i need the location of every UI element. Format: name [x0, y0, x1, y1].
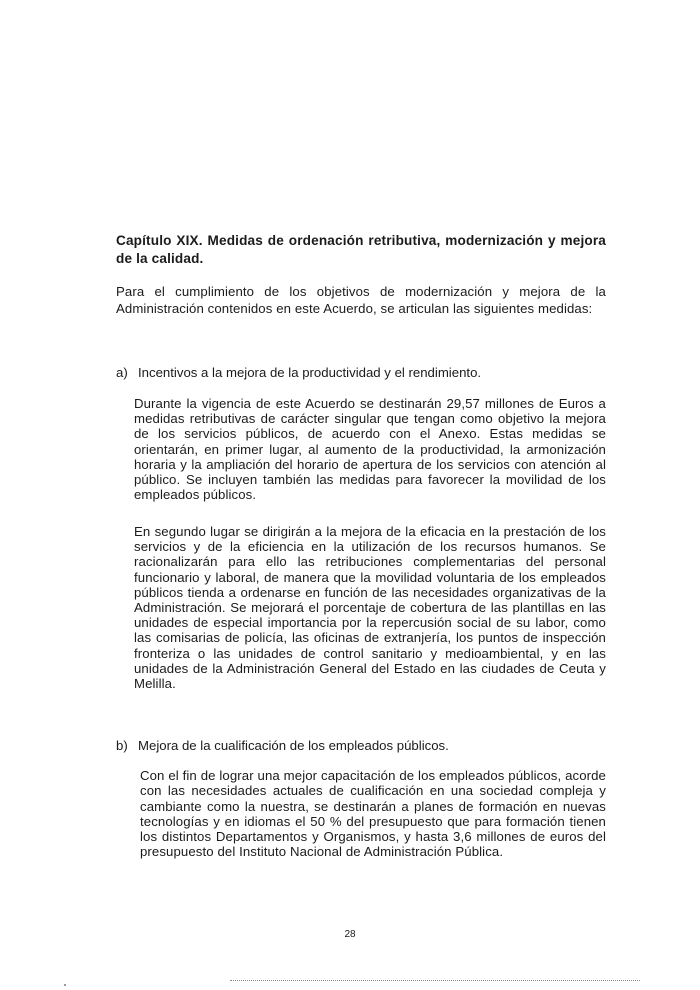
section-a-heading-text: Incentivos a la mejora de la productividad y el rendimiento. — [138, 365, 482, 380]
section-b-heading-text: Mejora de la cualificación de los empleados públicos. — [138, 738, 449, 753]
chapter-title: Capítulo XIX. Medidas de ordenación retributiva, modernización y mejora de la calidad. — [116, 233, 606, 266]
footer-scan-rule — [230, 980, 640, 981]
page-number: 28 — [344, 929, 356, 940]
section-a-heading — [116, 364, 616, 381]
section-a-paragraph-1: Durante la vigencia de este Acuerdo se destinarán 29,57 millones de Euros a medidas retributivas de carácter singular que tengan como objetivo la mejora de los servicios públicos, de acuerdo con el Anexo. Estas medidas se orientarán, en primer lugar, al aumento de la productividad, la armonización horaria y la ampliación del horario de apertura de los servicios con atención al público. Se incluyen también las medidas para favorecer la movilidad de los empleados públicos. — [134, 396, 606, 503]
section-a-paragraph-2: En segundo lugar se dirigirán a la mejora de la eficacia en la prestación de los servicios y de la eficiencia en la utilización de los recursos humanos. Se racionalizarán para ello las retribuciones complementarias del personal funcionario y laboral, de manera que la movilidad voluntaria de los empleados públicos tienda a ordenarse en función de las necesidades organizativas de la Administración. Se mejorará el porcentaje de cobertura de las plantillas en las unidades de especial importancia por la repercusión social de su labor, como las comisarias de policía, las oficinas de extranjería, los puntos de inspección fronteriza o las unidades de control sanitario y medioambiental, y en las unidades de la Administración General del Estado en las ciudades de Ceuta y Melilla. — [134, 524, 606, 692]
scan-mark — [64, 984, 66, 986]
intro-paragraph: Para el cumplimiento de los objetivos de modernización y mejora de la Administración contenidos en este Acuerdo, se articulan las siguientes medidas: — [116, 284, 606, 317]
section-a-marker: a) — [116, 365, 128, 380]
section-b-marker: b) — [116, 738, 128, 753]
section-b-paragraph-1: Con el fin de lograr una mejor capacitación de los empleados públicos, acorde con las necesidades actuales de cualificación en una sociedad compleja y cambiante como la nuestra, se destinarán a planes de formación en nuevas tecnologías y en idiomas el 50 % del presupuesto que para formación tienen los distintos Departamentos y Organismos, y hasta 3,6 millones de euros del presupuesto del Instituto Nacional de Administración Pública. — [140, 768, 606, 860]
section-b-heading — [116, 737, 616, 754]
